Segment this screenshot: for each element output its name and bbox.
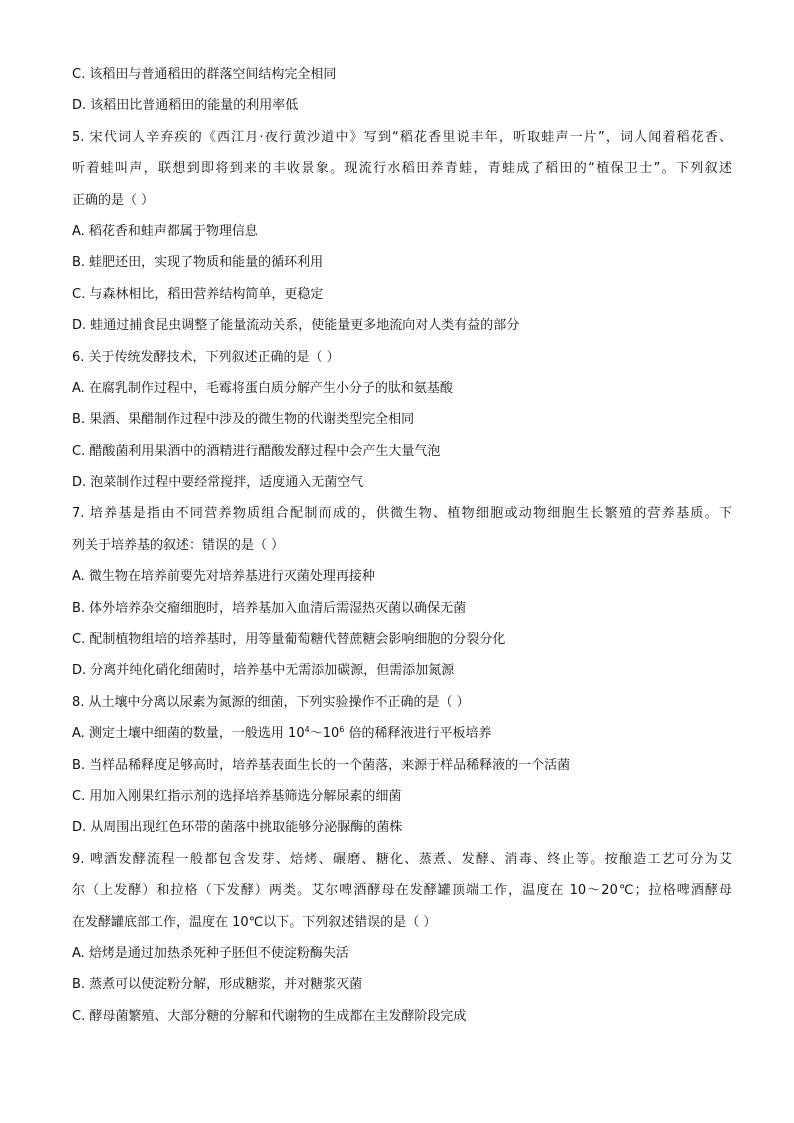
text-line: A. 微生物在培养前要先对培养基进行灭菌处理再接种: [72, 569, 375, 585]
text-line: B. 蒸煮可以使淀粉分解，形成糖浆，并对糖浆灭菌: [72, 977, 363, 993]
text-line: C. 醋酸菌利用果酒中的酒精进行醋酸发酵过程中会产生大量气泡: [72, 443, 441, 459]
text-line: A. 焙烤是通过加热杀死种子胚但不使淀粉酶失活: [72, 945, 349, 961]
text-line: C. 酵母菌繁殖、大部分糖的分解和代谢物的生成都在主发酵阶段完成: [72, 1008, 467, 1024]
text-line: A. 在腐乳制作过程中，毛霉将蛋白质分解产生小分子的肽和氨基酸: [72, 380, 453, 396]
text-line: D. 蛙通过捕食昆虫调整了能量流动关系，使能量更多地流向对人类有益的部分: [72, 318, 520, 334]
text-line: [72, 723, 732, 754]
superscript: 6: [339, 725, 345, 735]
text-line: 9. 啤酒发酵流程一般都包含发芽、焙烤、碾磨、糖化、蒸煮、发酵、消毒、终止等。按酿造工艺可分为艾: [72, 851, 732, 867]
text-segment: 倍的稀释液进行平板培养: [344, 726, 492, 742]
text-line: D. 泡菜制作过程中要经常搅拌，适度通入无菌空气: [72, 475, 364, 491]
text-line: 8. 从土壤中分离以尿素为氮源的细菌，下列实验操作不正确的是（ ）: [72, 694, 470, 710]
text-segment: A. 测定土壤中细菌的数量，一般选用 10: [72, 726, 305, 742]
text-line: C. 用加入刚果红指示剂的选择培养基筛选分解尿素的细菌: [72, 788, 402, 804]
text-line: 6. 关于传统发酵技术，下列叙述正确的是（ ）: [72, 349, 340, 365]
text-line: 在发酵罐底部工作，温度在 10℃以下。下列叙述错误的是（ ）: [72, 914, 437, 930]
text-line: B. 当样品稀释度足够高时，培养基表面生长的一个菌落，来源于样品稀释液的一个活菌: [72, 757, 571, 773]
text-line: 列关于培养基的叙述：错误的是（ ）: [72, 537, 285, 553]
text-line: 尔（上发酵）和拉格（下发酵）两类。艾尔啤酒酵母在发酵罐顶端工作，温度在 10～20℃；拉格啤酒酵母: [72, 883, 732, 899]
text-line: 5. 宋代词人辛弃疾的《西江月·夜行黄沙道中》写到“稻花香里说丰年，听取蛙声一片”，词人闻着稻花香、: [72, 129, 732, 145]
text-line: B. 体外培养杂交瘤细胞时，培养基加入血清后需湿热灭菌以确保无菌: [72, 600, 467, 616]
question-text-block: [72, 64, 732, 1037]
text-line: B. 果酒、果醋制作过程中涉及的微生物的代谢类型完全相同: [72, 412, 415, 428]
text-line: B. 蛙肥还田，实现了物质和能量的循环利用: [72, 255, 324, 271]
text-line: C. 该稻田与普通稻田的群落空间结构完全相同: [72, 67, 337, 82]
text-line: 7. 培养基是指由不同营养物质组合配制而成的，供微生物、植物细胞或动物细胞生长繁殖的营养基质。下: [72, 506, 732, 522]
text-line: C. 与森林相比，稻田营养结构简单，更稳定: [72, 286, 324, 302]
text-segment: ～10: [309, 726, 340, 742]
text-line: D. 从周围出现红色环带的菌落中挑取能够分泌脲酶的菌株: [72, 820, 403, 836]
text-line: C. 配制植物组培的培养基时，用等量葡萄糖代替蔗糖会影响细胞的分裂分化: [72, 632, 506, 648]
superscript: 4: [304, 725, 310, 735]
text-line: D. 该稻田比普通稻田的能量的利用率低: [72, 98, 299, 114]
text-line: 正确的是（ ）: [72, 192, 155, 208]
text-line: D. 分离并纯化硝化细菌时，培养基中无需添加碳源，但需添加氮源: [72, 663, 455, 679]
text-line: 听着蛙叫声，联想到即将到来的丰收景象。现流行水稻田养青蛙，青蛙成了稻田的“植保卫士”。下列叙述: [72, 161, 732, 177]
text-line: A. 稻花香和蛙声都属于物理信息: [72, 223, 258, 239]
